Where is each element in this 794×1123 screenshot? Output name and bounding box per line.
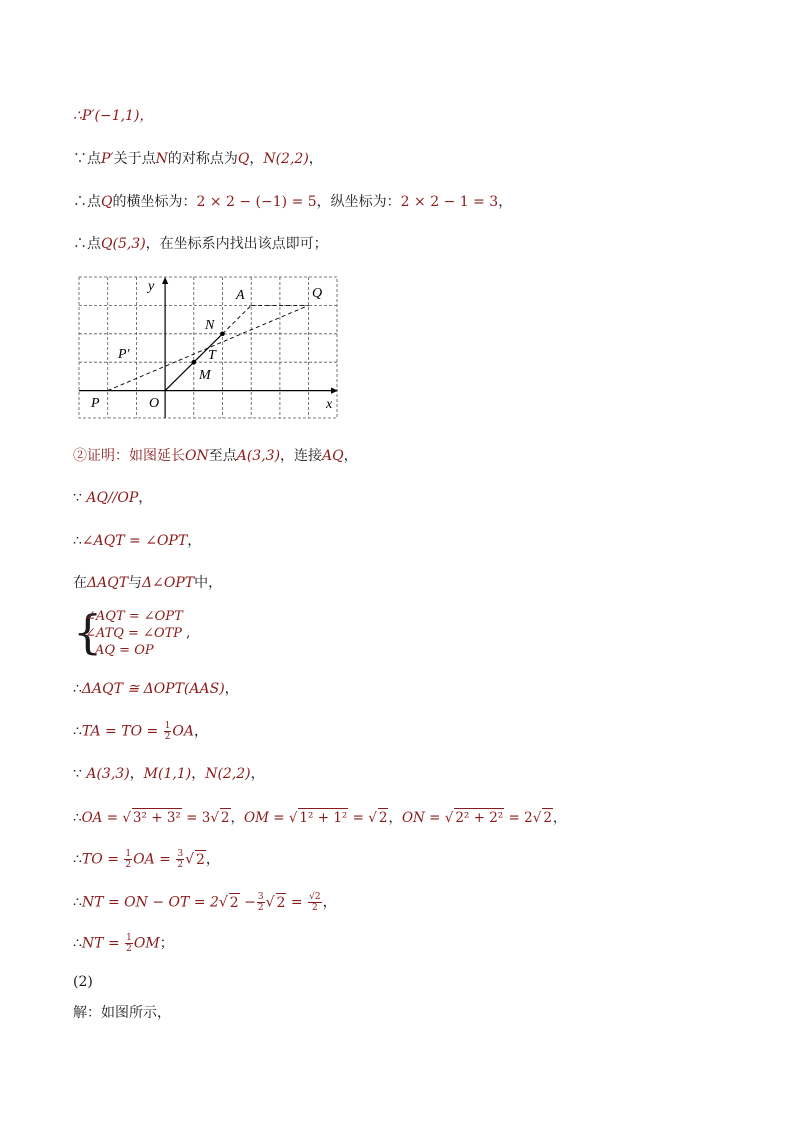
- text: ，: [129, 766, 144, 782]
- x-axis-arrow: [331, 388, 338, 394]
- text: ∴: [73, 894, 82, 911]
- label-t: T: [208, 348, 216, 363]
- radicand: 2: [543, 810, 552, 826]
- label-m: M: [199, 368, 211, 383]
- math: ON: [185, 448, 209, 464]
- line-to: [73, 849, 220, 870]
- line-triangles: [73, 574, 222, 592]
- text: ∵点: [73, 151, 101, 167]
- math: A(3,3): [236, 448, 281, 464]
- line-congruent: [73, 680, 239, 698]
- radical-sign: √: [368, 810, 377, 826]
- text: ，: [308, 151, 323, 167]
- text: ∴点: [73, 236, 101, 252]
- radicand: 2: [229, 894, 239, 911]
- radicand: 3² + 3²: [132, 810, 181, 826]
- fraction: [308, 892, 321, 913]
- math: ∠AQT = ∠OPT: [81, 533, 188, 549]
- text: 关于点: [113, 151, 156, 167]
- system-tail: ,: [182, 626, 191, 641]
- text: ，: [194, 723, 209, 740]
- text: ，: [191, 766, 206, 782]
- math: N(2,2): [263, 151, 309, 167]
- label-x: x: [326, 397, 333, 412]
- text: ，: [230, 810, 245, 826]
- text: ，在坐标系内找出该点即可；: [145, 236, 328, 252]
- text: ，纵坐标为：: [316, 194, 401, 210]
- text: ∴: [73, 935, 82, 952]
- radicand: 2: [378, 810, 388, 826]
- math: N: [155, 151, 168, 167]
- math: Q: [237, 151, 250, 167]
- radical-sign: √: [122, 810, 131, 826]
- text: ∵: [73, 490, 87, 506]
- numerator: √2: [309, 892, 321, 902]
- line-symmetric-point: [73, 150, 323, 168]
- math: TA = TO =: [81, 723, 163, 740]
- text: ∴: [73, 723, 82, 740]
- math-p-prime: ∴P′(−1,1)，: [73, 108, 154, 124]
- fraction: [124, 849, 132, 870]
- label-q: Q: [312, 286, 323, 301]
- line-nt: [73, 892, 337, 913]
- text: 解：如图所示，: [73, 1005, 171, 1021]
- text: ∴: [73, 851, 82, 868]
- denominator: 2: [257, 903, 264, 913]
- math: N(2,2): [205, 766, 251, 782]
- math: ΔAQT: [87, 575, 129, 591]
- text: ②证明：如图延长: [73, 448, 185, 464]
- text: ，: [388, 810, 402, 826]
- math: =: [286, 894, 308, 911]
- radicand: 2: [220, 810, 230, 826]
- numerator: 3: [177, 849, 184, 859]
- line-q-coordinates: [73, 193, 512, 211]
- radical-sign: √: [185, 851, 194, 868]
- numerator: 3: [257, 892, 264, 902]
- math: AQ: [322, 448, 344, 464]
- system-line: [85, 626, 190, 642]
- text: ，: [322, 894, 337, 911]
- text: ∴: [73, 533, 82, 549]
- line-parallel: [73, 489, 152, 507]
- math: TO =: [81, 851, 124, 868]
- text: ；: [159, 935, 174, 952]
- line-nt-om: [73, 933, 174, 954]
- line-points: [73, 765, 265, 783]
- radicand: 2: [276, 894, 286, 911]
- radical-sign: √: [218, 894, 228, 911]
- math: OA =: [81, 810, 123, 826]
- text: 的对称点为: [167, 151, 238, 167]
- label-o: O: [149, 396, 160, 411]
- math: = 3: [181, 810, 211, 826]
- line-p-prime: [73, 107, 153, 125]
- math: OM =: [244, 810, 289, 826]
- math: 2 × 2 − (−1) = 5: [196, 194, 317, 210]
- point-n: [220, 332, 225, 337]
- text: 与: [128, 575, 143, 591]
- math: NT = ON − OT = 2: [81, 894, 219, 911]
- math: P′: [101, 151, 114, 167]
- text: ，: [205, 851, 220, 868]
- math: =: [348, 810, 369, 826]
- text: 中，: [194, 575, 223, 591]
- y-axis-arrow: [162, 277, 168, 284]
- denominator: 2: [125, 860, 132, 870]
- math: OA: [172, 723, 195, 740]
- text: 在: [73, 575, 87, 591]
- text: ，: [250, 766, 265, 782]
- label-y: y: [148, 279, 155, 294]
- denominator: 2: [177, 860, 184, 870]
- numerator: 1: [125, 849, 132, 859]
- denominator: 2: [311, 903, 318, 913]
- radical-sign: √: [444, 810, 454, 826]
- numerator: 1: [164, 721, 171, 731]
- radical-sign: √: [210, 810, 219, 826]
- line-na: [223, 305, 252, 333]
- text: ，: [187, 533, 202, 549]
- math: ΔAQT ≅ ΔOPT(AAS): [81, 681, 225, 697]
- math: AQ//OP: [86, 490, 139, 506]
- line-part-2: [73, 973, 93, 991]
- numerator: 1: [126, 933, 132, 943]
- radical-sign: √: [288, 810, 298, 826]
- text: ，: [498, 194, 513, 210]
- radicand: 1² + 1²: [299, 810, 348, 826]
- text: ，: [249, 151, 264, 167]
- math: OA =: [133, 851, 176, 868]
- fraction: [125, 933, 133, 954]
- label-p: P: [91, 396, 100, 411]
- math: Δ∠OPT: [142, 575, 195, 591]
- text: ∴点: [73, 194, 101, 210]
- radicand: 2: [195, 851, 205, 868]
- line-angles: [73, 532, 201, 550]
- math: OM: [133, 935, 160, 952]
- math: ON =: [401, 810, 445, 826]
- label-n: N: [205, 318, 215, 333]
- denominator: 2: [126, 944, 132, 954]
- radical-sign: √: [265, 894, 275, 911]
- line-q-point: [73, 235, 328, 253]
- line-lengths: [73, 808, 566, 827]
- math: M(1,1): [143, 766, 192, 782]
- math: A(3,3): [86, 766, 130, 782]
- math: NT =: [81, 935, 125, 952]
- label-a: A: [236, 288, 245, 303]
- fraction: [257, 892, 265, 913]
- text: ，: [138, 490, 153, 506]
- math: Q(5,3): [101, 236, 146, 252]
- text: ∴: [73, 681, 82, 697]
- system-eq: ∠ATQ = ∠OTP: [85, 626, 183, 641]
- radicand: 2² + 2²: [455, 810, 504, 826]
- brace: {: [73, 605, 103, 659]
- coordinate-graph: [78, 276, 340, 421]
- text: 至点: [208, 448, 237, 464]
- text: (2): [73, 974, 93, 990]
- text: ∵: [73, 766, 87, 782]
- line-ta-to: [73, 721, 208, 742]
- fraction: [164, 721, 172, 742]
- line-solution: [73, 1004, 171, 1022]
- denominator: 2: [164, 732, 171, 742]
- math: = 2: [504, 810, 533, 826]
- math: 2 × 2 − 1 = 3: [400, 194, 499, 210]
- point-m: [192, 360, 197, 365]
- math: −: [239, 894, 256, 911]
- text: ，: [343, 448, 358, 464]
- system-line: ∠AQT = ∠OPT: [85, 609, 183, 624]
- system-line: AQ = OP: [95, 643, 154, 658]
- text: ，连接: [280, 448, 323, 464]
- line-proof-start: [73, 447, 358, 465]
- text: ∴: [73, 810, 82, 826]
- text: 的横坐标为：: [112, 194, 197, 210]
- fraction: [176, 849, 184, 870]
- radical-sign: √: [532, 810, 542, 826]
- math: Q: [101, 194, 113, 210]
- text: ，: [224, 681, 239, 697]
- label-p-prime: P′: [118, 347, 130, 362]
- text: ，: [552, 810, 567, 826]
